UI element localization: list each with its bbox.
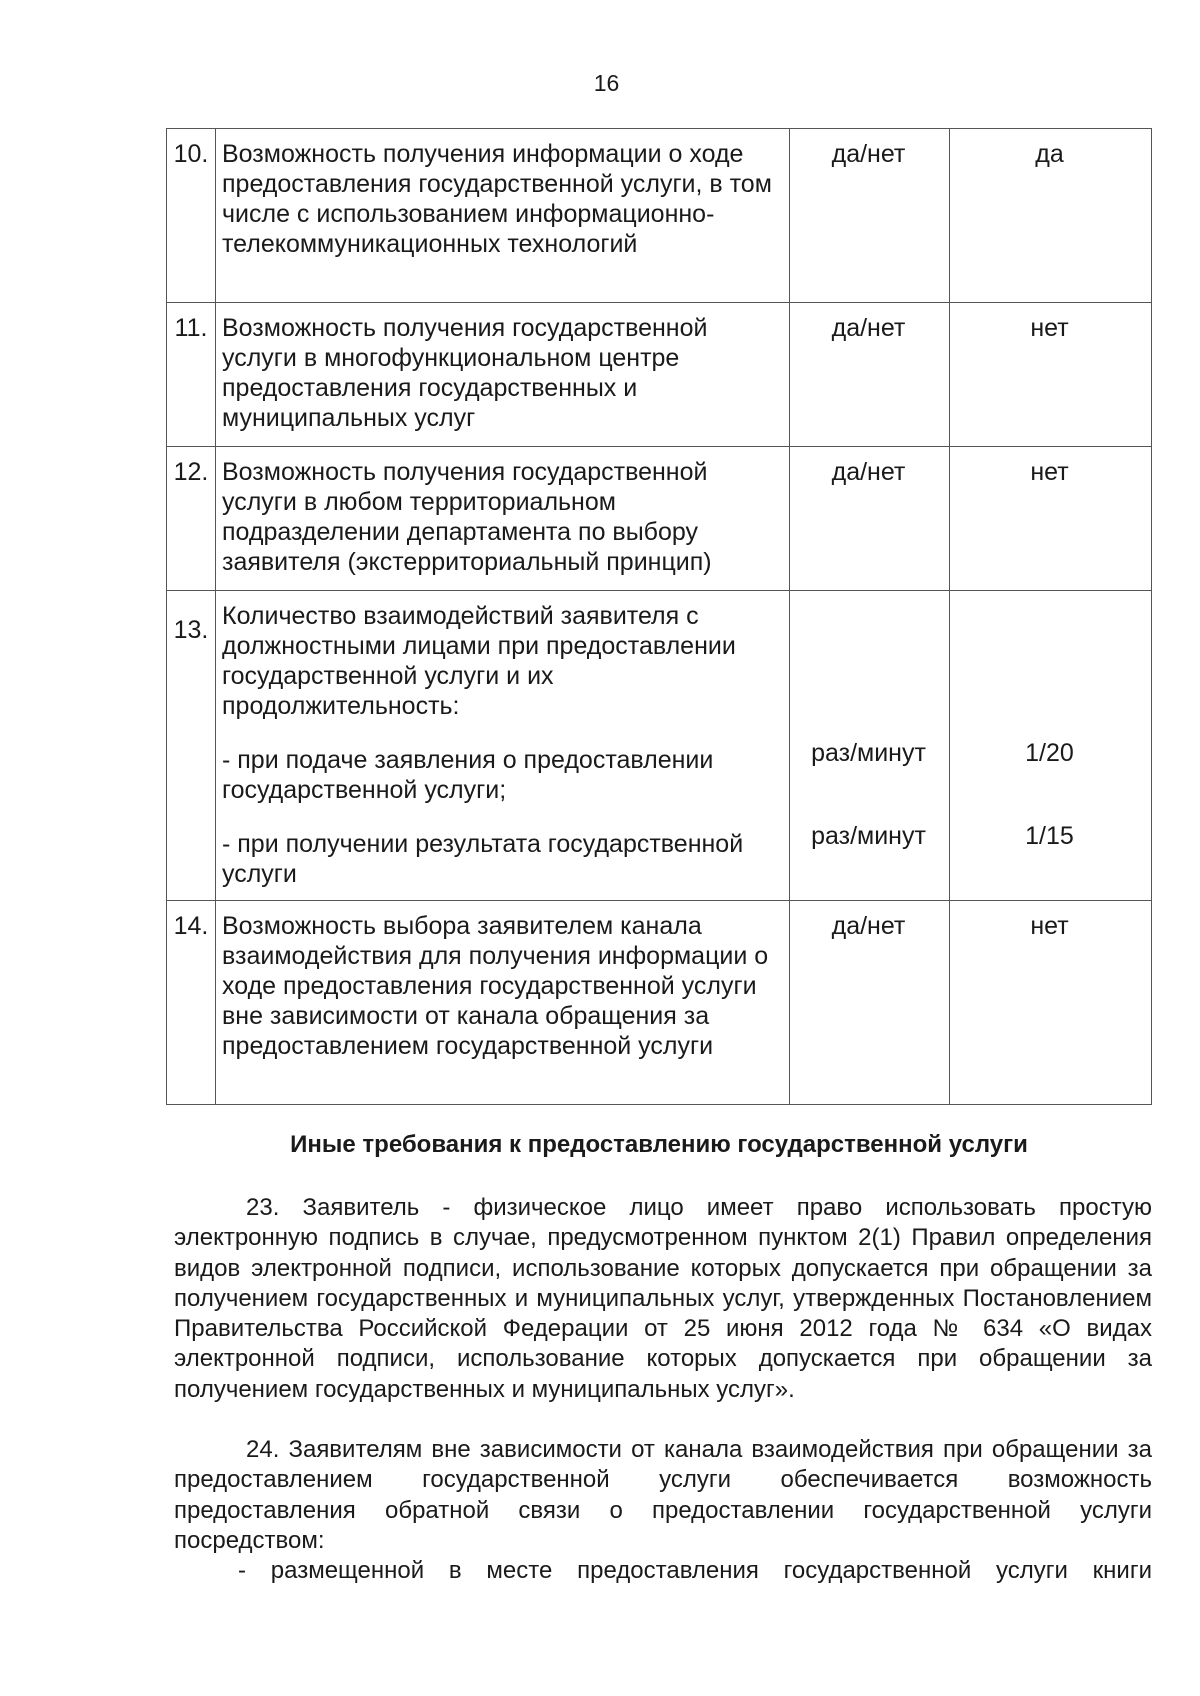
value-cell: нет	[950, 447, 1152, 591]
page-number: 16	[593, 70, 620, 96]
sub-unit: раз/минут	[811, 822, 926, 850]
table-row	[167, 303, 1152, 447]
indicator-text-group	[216, 591, 790, 901]
table-row	[167, 901, 1152, 1105]
sub-indicator-text: - при подаче заявления о предоставлении государственной услуги;	[222, 746, 714, 804]
unit-cell: да/нет	[790, 447, 950, 591]
list-item: - размещенной в месте предоставления государственной услуги книги	[238, 1557, 1152, 1584]
row-number: 11.	[167, 303, 216, 447]
table-row	[167, 129, 1152, 303]
sub-value: 1/20	[1025, 739, 1074, 767]
value-cell	[950, 591, 1152, 901]
row-number: 14.	[167, 901, 216, 1105]
row-number: 13.	[167, 591, 216, 901]
sub-unit: раз/минут	[811, 739, 926, 767]
indicator-text: Возможность выбора заявителем канала взаимодействия для получения информации о ходе предоставления государственной услуги вне зависимости от канала обращения за предоставлением государственной услуги	[216, 901, 790, 1105]
indicator-text: Возможность получения государственной услуги в многофункциональном центре предоставления государственных и муниципальных услуг	[216, 303, 790, 447]
sub-indicator-text: - при получении результата государственной услуги	[222, 830, 744, 888]
table-row	[167, 591, 1152, 901]
unit-cell: да/нет	[790, 129, 950, 303]
unit-cell: да/нет	[790, 901, 950, 1105]
unit-cell	[790, 591, 950, 901]
indicator-text: Количество взаимодействий заявителя с должностными лицами при предоставлении государственной услуги и их продолжительность:	[222, 602, 736, 720]
value-cell: нет	[950, 901, 1152, 1105]
value-cell: да	[950, 129, 1152, 303]
sub-value: 1/15	[1025, 822, 1074, 850]
section-title: Иные требования к предоставлению государственной услуги	[290, 1131, 1028, 1158]
paragraph-24: 24. Заявителям вне зависимости от канала взаимодействия при обращении за предоставлением государственной услуги обеспечивается возможность предоставления обратной связи о предоставлении государственной услуги посредством:	[174, 1436, 1152, 1554]
indicator-text: Возможность получения государственной услуги в любом территориальном подразделении департамента по выбору заявителя (экстерриториальный принцип)	[216, 447, 790, 591]
value-cell: нет	[950, 303, 1152, 447]
indicator-text: Возможность получения информации о ходе предоставления государственной услуги, в том числе с использованием информационно-телекоммуникационных технологий	[216, 129, 790, 303]
paragraph-23: 23. Заявитель - физическое лицо имеет право использовать простую электронную подпись в случае, предусмотренном пунктом 2(1) Правил определения видов электронной подписи, использование которых допускается при обращении за получением государственных и муниципальных услуг, утвержденных Постановлением Правительства Российской Федерации от 25 июня 2012 года № 634 «О видах электронной подписи, использование которых допускается при обращении за получением государственных и муниципальных услуг».	[174, 1194, 1152, 1403]
unit-cell: да/нет	[790, 303, 950, 447]
indicators-table	[166, 128, 1152, 1105]
row-number: 12.	[167, 447, 216, 591]
table-row	[167, 447, 1152, 591]
row-number: 10.	[167, 129, 216, 303]
